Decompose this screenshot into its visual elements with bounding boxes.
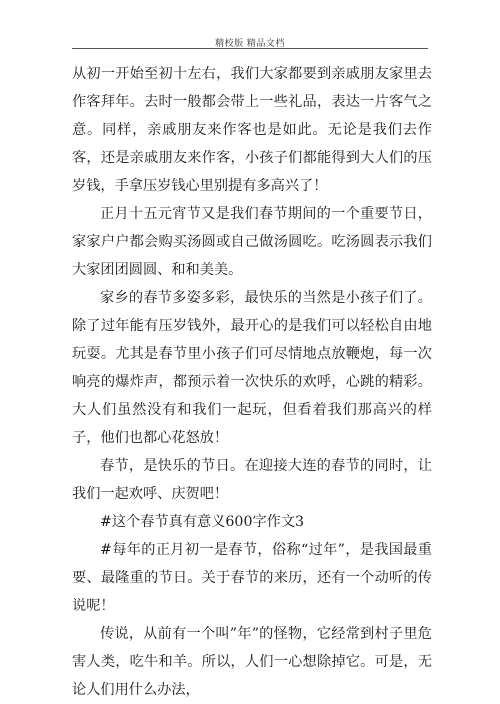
header-divider — [72, 48, 428, 49]
page-header: 精校版 精品文档 — [215, 39, 285, 49]
paragraph: 春节，是快乐的节日。在迎接大连的春节的同时，让我们一起欢呼、庆贺吧！ — [72, 458, 432, 502]
section-heading: #这个春节真有意义600字作文3 — [100, 514, 305, 530]
paragraph: 从初一开始至初十左右，我们大家都要到亲戚朋友家里去作客拜年。去时一般都会带上一些礼品，表达一片客气之意。同样，亲戚朋友来作客也是如此。无论是我们去作客，还是亲戚朋友来作客，小孩子们都能得到大人们的压岁钱，手拿压岁钱心里别提有多高兴了！ — [72, 66, 432, 194]
paragraph: 家乡的春节多姿多彩，最快乐的当然是小孩子们了。除了过年能有压岁钱外，最开心的是我们可以轻松自由地玩耍。尤其是春节里小孩子们可尽情地点放鞭炮，每一次响亮的爆炸声，都预示着一次快乐的欢呼，心跳的精彩。大人们虽然没有和我们一起玩，但看着我们那高兴的样子，他们也都心花怒放！ — [72, 290, 432, 446]
paragraph: #每年的正月初一是春节，俗称“过年”，是我国最重要、最隆重的节日。关于春节的来历，还有一个动听的传说呢！ — [72, 542, 432, 614]
paragraph: 传说，从前有一个叫”年”的怪物，它经常到村子里危害人类，吃牛和羊。所以，人们一心想除掉它。可是，无论人们用什么办法， — [72, 626, 432, 698]
paragraph: 正月十五元宵节又是我们春节期间的一个重要节日，家家户户都会购买汤圆或自己做汤圆吃。吃汤圆表示我们大家团团圆圆、和和美美。 — [72, 206, 432, 278]
document-body — [72, 60, 432, 704]
